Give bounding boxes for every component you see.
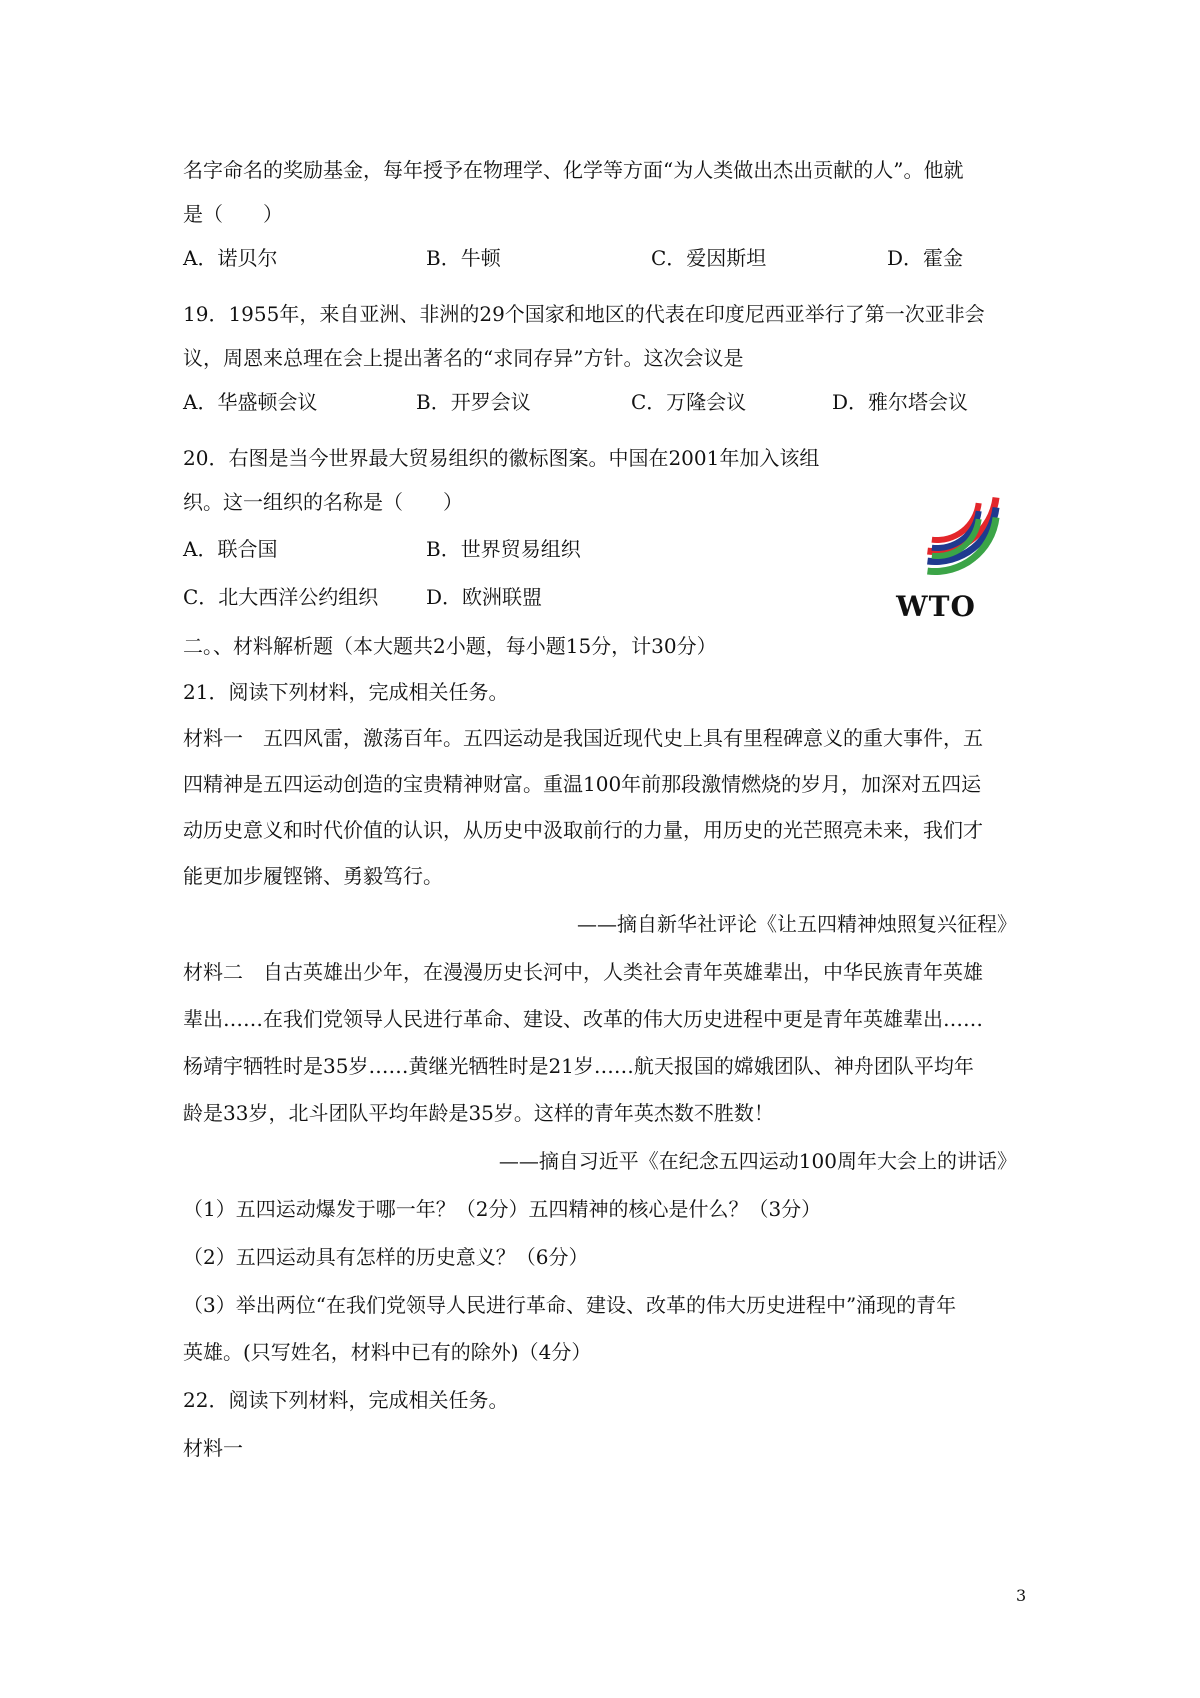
q19-line-2: 议，周恩来总理在会上提出著名的“求同存异”方针。这次会议是 [183, 346, 744, 370]
q19-option-c: C．万隆会议 [631, 390, 747, 414]
q21-material1-source: ——摘自新华社评论《让五四精神烛照复兴征程》 [577, 912, 1017, 936]
wto-logo-text: WTO [896, 590, 976, 623]
q21-material2-source: ——摘自习近平《在纪念五四运动100周年大会上的讲话》 [498, 1149, 1017, 1173]
q22-material1-label: 材料一 [183, 1436, 243, 1460]
q21-intro: 21．阅读下列材料，完成相关任务。 [183, 680, 509, 704]
q19-option-a: A．华盛顿会议 [183, 390, 318, 414]
q18-option-b: B．牛顿 [426, 246, 501, 270]
q21-material2-line-3: 杨靖宇牺牲时是35岁……黄继光牺牲时是21岁……航天报国的嫦娥团队、神舟团队平均年 [183, 1054, 974, 1078]
q18-option-a: A．诺贝尔 [183, 246, 278, 270]
q18-line-2: 是（ ） [183, 202, 283, 226]
q19-line-1: 19．1955年，来自亚洲、非洲的29个国家和地区的代表在印度尼西亚举行了第一次亚非会 [183, 302, 985, 326]
q20-line-1: 20．右图是当今世界最大贸易组织的徽标图案。中国在2001年加入该组 [183, 446, 820, 470]
q18-option-d: D．霍金 [887, 246, 964, 270]
q21-material1-line-2: 四精神是五四运动创造的宝贵精神财富。重温100年前那段激情燃烧的岁月，加深对五四运 [183, 772, 982, 796]
q21-material1-line-1: 材料一 五四风雷，激荡百年。五四运动是我国近现代史上具有里程碑意义的重大事件，五 [183, 726, 983, 750]
q19-option-b: B．开罗会议 [416, 390, 531, 414]
q20-line-2: 织。这一组织的名称是（ ） [183, 490, 463, 514]
section2-heading: 二。、材料解析题（本大题共2小题，每小题15分，计30分） [183, 634, 717, 658]
q20-option-d: D．欧洲联盟 [426, 585, 543, 609]
q19-option-d: D．雅尔塔会议 [832, 390, 969, 414]
q21-material1-line-3: 动历史意义和时代价值的认识，从历史中汲取前行的力量，用历史的光芒照亮未来，我们才 [183, 818, 983, 842]
wto-logo [866, 455, 1006, 625]
q20-option-b: B．世界贸易组织 [426, 537, 581, 561]
q18-option-c: C．爱因斯坦 [651, 246, 767, 270]
q20-option-c: C．北大西洋公约组织 [183, 585, 379, 609]
q21-material2-line-4: 龄是33岁，北斗团队平均年龄是35岁。这样的青年英杰数不胜数！ [183, 1101, 774, 1125]
q18-line-1: 名字命名的奖励基金，每年授予在物理学、化学等方面“为人类做出杰出贡献的人”。他就 [183, 158, 964, 182]
q22-intro: 22．阅读下列材料，完成相关任务。 [183, 1388, 509, 1412]
page-number: 3 [1016, 1586, 1027, 1605]
q21-task-1: （1）五四运动爆发于哪一年？（2分）五四精神的核心是什么？（3分） [183, 1197, 822, 1221]
q21-task-2: （2）五四运动具有怎样的历史意义？（6分） [183, 1245, 589, 1269]
q21-task-3-line-2: 英雄。(只写姓名，材料中已有的除外)（4分） [183, 1340, 592, 1364]
q21-task-3-line-1: （3）举出两位“在我们党领导人民进行革命、建设、改革的伟大历史进程中”涌现的青年 [183, 1293, 957, 1317]
q21-material1-line-4: 能更加步履铿锵、勇毅笃行。 [183, 864, 443, 888]
q21-material2-line-2: 辈出……在我们党领导人民进行革命、建设、改革的伟大历史进程中更是青年英雄辈出…… [183, 1007, 983, 1031]
q21-material2-line-1: 材料二 自古英雄出少年，在漫漫历史长河中，人类社会青年英雄辈出，中华民族青年英雄 [183, 960, 983, 984]
q20-option-a: A．联合国 [183, 537, 278, 561]
